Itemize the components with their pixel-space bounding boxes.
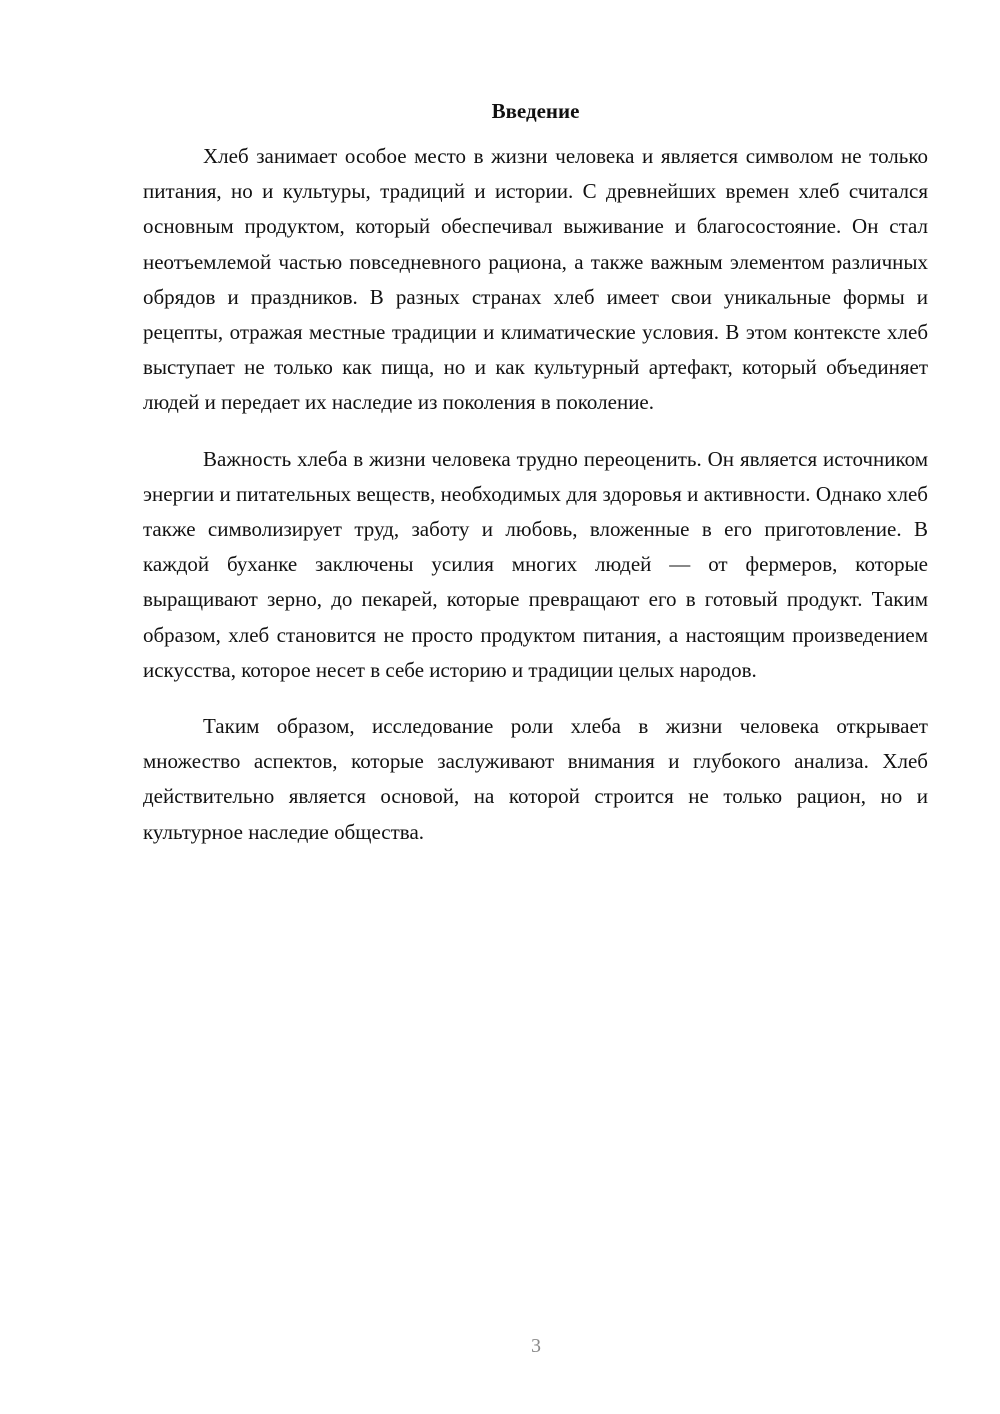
section-heading: Введение [491,99,580,123]
paragraph-2: Важность хлеба в жизни человека трудно переоценить. Он является источником энергии и питательных веществ, необходимых для здоровья и активности. Однако хлеб также символизирует труд, заботу и любовь, вложенные в его приготовление. В каждой буханке заключены усилия многих людей — от фермеров, которые выращивают зерно, до пекарей, которые превращают его в готовый продукт. Таким образом, хлеб становится не просто продуктом питания, а настоящим произведением искусства, которое несет в себе историю и традиции целых народов. [143,446,928,682]
page-content [143,95,928,871]
paragraph-1: Хлеб занимает особое место в жизни человека и является символом не только питания, но и культуры, традиций и истории. С древнейших времен хлеб считался основным продуктом, который обеспечивал выживание и благосостояние. Он стал неотъемлемой частью повседневного рациона, а также важным элементом различных обрядов и праздников. В разных странах хлеб имеет свои уникальные формы и рецепты, отражая местные традиции и климатические условия. В этом контексте хлеб выступает не только как пища, но и как культурный артефакт, который объединяет людей и передает их наследие из поколения в поколение. [143,144,928,415]
paragraph-3: Таким образом, исследование роли хлеба в жизни человека открывает множество аспектов, которые заслуживают внимания и глубокого анализа. Хлеб действительно является основой, на которой строится не только рацион, но и культурное наследие общества. [143,714,928,844]
page-number: 3 [531,1335,541,1357]
